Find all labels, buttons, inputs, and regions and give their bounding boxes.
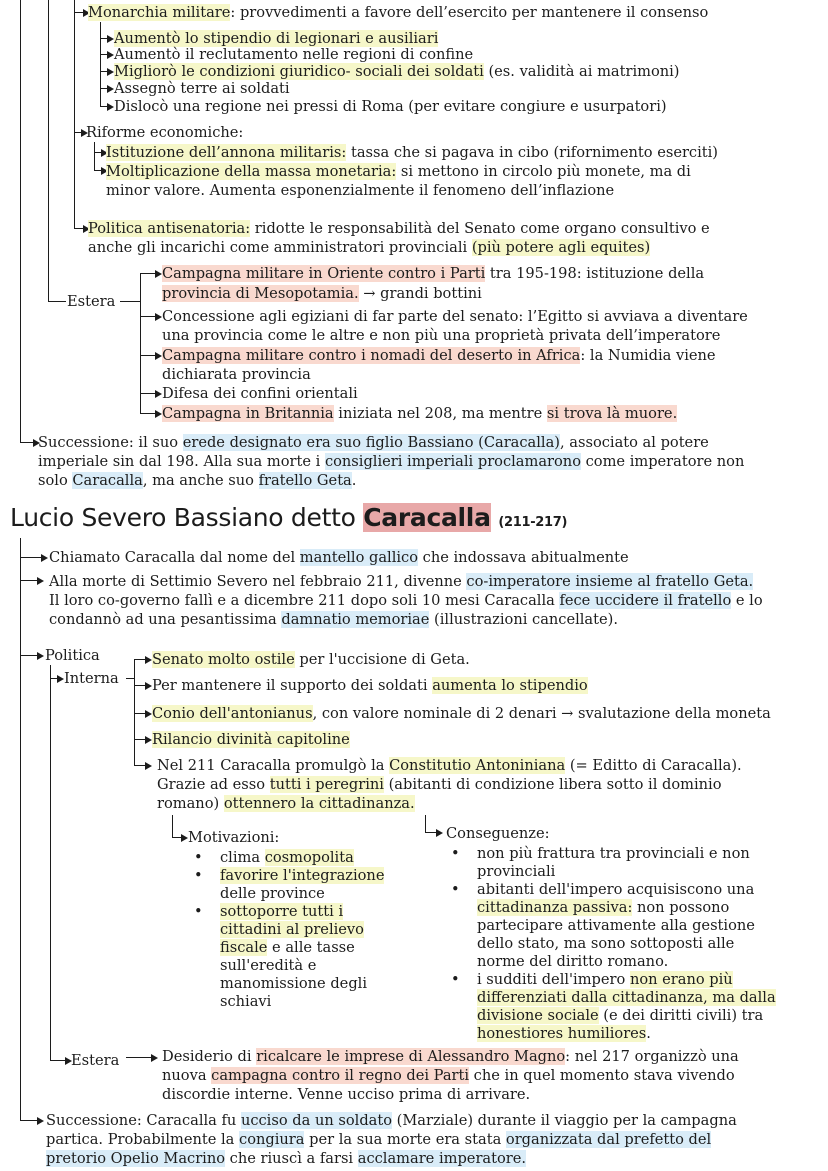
motivazioni-label: Motivazioni: (188, 829, 280, 846)
list-item-cont: Grazie ad esso tutti i peregrini (abitanti di condizione libera sotto il dominio (157, 776, 722, 793)
tree-arrow (100, 38, 108, 39)
tree-line (94, 142, 95, 170)
tree-arrow (100, 71, 108, 72)
tree-connector (120, 301, 140, 302)
tree-arrow (74, 132, 82, 133)
list-item: Conio dell'antonianus, con valore nominale di 2 denari → svalutazione della moneta (152, 705, 771, 722)
estera-label: Estera (67, 293, 116, 310)
list-item: • i sudditi dell'impero non erano più differenziati dalla cittadinanza, ma dalla divisione sociale (e dei diritti civili) tra honestiores humiliores. (449, 971, 827, 1043)
tree-line (172, 815, 173, 837)
tree-arrow (172, 837, 182, 838)
tree-arrow (140, 316, 156, 317)
list-item: • clima cosmopolita (192, 849, 422, 867)
conseguenze-list (449, 845, 827, 1043)
tree-line (134, 659, 135, 765)
list-item: Difesa dei confini orientali (162, 385, 358, 402)
tree-arrow (20, 557, 42, 558)
tree-line (20, 0, 21, 442)
list-item: • favorire l'integrazione delle province (192, 867, 422, 903)
list-item: Desiderio di ricalcare le imprese di Alessandro Magno: nel 217 organizzò una (162, 1048, 739, 1065)
tree-line (74, 0, 75, 228)
tree-line (140, 273, 141, 413)
tree-arrow (134, 765, 146, 766)
list-item: Aumentò il reclutamento nelle regioni di confine (114, 46, 474, 63)
list-item: Campagna militare contro i nomadi del deserto in Africa: la Numidia viene (162, 347, 716, 364)
politica-label: Politica (45, 647, 100, 664)
estera-label: Estera (71, 1052, 120, 1069)
list-item: • abitanti dell'impero acquisiscono una cittadinanza passiva: non possono partecipare attivamente alla gestione dello stato, ma sono sottoposti alle norme del diritto romano. (449, 881, 827, 971)
chiamato-line: Chiamato Caracalla dal nome del mantello gallico che indossava abitualmente (49, 549, 629, 566)
list-item: Aumentò lo stipendio di legionari e ausiliari (114, 30, 439, 47)
tree-arrow (134, 659, 146, 660)
successione-settimio-cont: imperiale sin dal 198. Alla sua morte i consiglieri imperiali proclamarono come imperatore non (38, 453, 745, 470)
list-item: Dislocò una regione nei pressi di Roma (per evitare congiure e usurpatori) (114, 98, 667, 115)
tree-arrow (134, 685, 146, 686)
morte-line-cont: condannò ad una pesantissima damnatio memoriae (illustrazioni cancellate). (49, 611, 618, 628)
successione-caracalla: Successione: Caracalla fu ucciso da un soldato (Marziale) durante il viaggio per la campagna (46, 1112, 737, 1129)
list-item: Senato molto ostile per l'uccisione di Geta. (152, 651, 470, 668)
interna-label: Interna (64, 670, 119, 687)
list-item: Moltiplicazione della massa monetaria: si mettono in circolo più monete, ma di (106, 163, 691, 180)
list-item: Nel 211 Caracalla promulgò la Constitutio Antoniniana (= Editto di Caracalla). (157, 757, 742, 774)
tree-connector (126, 678, 134, 679)
list-item-cont: una provincia come le altre e non più una proprietà privata dell’imperatore (162, 327, 721, 344)
tree-arrow (50, 678, 58, 679)
tree-arrow (20, 442, 34, 443)
list-item: Concessione agli egiziani di far parte del senato: l’Egitto si avviava a diventare (162, 308, 748, 325)
tree-arrow (94, 170, 102, 171)
tree-arrow (140, 413, 156, 414)
list-item: Per mantenere il supporto dei soldati aumenta lo stipendio (152, 677, 588, 694)
tree-arrow (134, 713, 146, 714)
tree-arrow (140, 355, 156, 356)
tree-arrow (134, 739, 146, 740)
list-item: Campagna in Britannia iniziata nel 208, ma mentre si trova là muore. (162, 405, 678, 422)
title-highlight: Caracalla (363, 503, 491, 532)
tree-arrow (100, 54, 108, 55)
page-title: Lucio Severo Bassiano detto Caracalla (211-217) (10, 503, 568, 532)
list-item-cont: discordie interne. Venne ucciso prima di arrivare. (162, 1086, 531, 1103)
tree-line (50, 665, 51, 1060)
tree-line (20, 538, 21, 1120)
list-item: Rilancio divinità capitoline (152, 731, 350, 748)
list-item: • non più frattura tra provinciali e non provinciali (449, 845, 827, 881)
list-item-cont: romano) ottennero la cittadinanza. (157, 795, 415, 812)
tree-arrow (140, 393, 156, 394)
title-dates: (211-217) (498, 515, 568, 530)
morte-line-cont: Il loro co-governo fallì e a dicembre 211 dopo soli 10 mesi Caracalla fece uccidere il fratello e lo (49, 592, 763, 609)
tree-arrow (100, 88, 108, 89)
motivazioni-list (192, 849, 422, 1011)
monarchia-militare-line: Monarchia militare: provvedimenti a favore dell’esercito per mantenere il consenso (88, 4, 709, 21)
successione-caracalla-cont: pretorio Opelio Macrino che riuscì a farsi acclamare imperatore. (46, 1150, 527, 1167)
tree-line (48, 0, 49, 301)
tree-arrow (20, 1120, 38, 1121)
tree-line (100, 22, 101, 106)
tree-arrow (74, 12, 84, 13)
tree-arrow (50, 1060, 66, 1061)
politica-antisenatoria-cont: anche gli incarichi come amministratori provinciali (più potere agli equites) (88, 239, 651, 256)
list-item-cont: minor valore. Aumenta esponenzialmente il fenomeno dell’inflazione (106, 182, 615, 199)
tree-arrow (20, 580, 38, 581)
list-item: Istituzione dell’annona militaris: tassa che si pagava in cibo (rifornimento eserciti) (106, 144, 718, 161)
successione-caracalla-cont: partica. Probabilmente la congiura per la sua morte era stata organizzata dal prefetto del (46, 1131, 712, 1148)
conseguenze-label: Conseguenze: (446, 825, 550, 842)
successione-settimio: Successione: il suo erede designato era suo figlio Bassiano (Caracalla), associato al potere (38, 434, 709, 451)
list-item-cont: provincia di Mesopotamia. → grandi bottini (162, 285, 482, 302)
list-item: Campagna militare in Oriente contro i Parti tra 195-198: istituzione della (162, 265, 705, 282)
list-item: • sottoporre tutti i cittadini al prelievo fiscale e alle tasse sull'eredità e manomissione degli schiavi (192, 903, 422, 1011)
tree-arrow (74, 228, 84, 229)
tree-line (425, 815, 426, 832)
tree-arrow (425, 832, 437, 833)
riforme-economiche-heading: Riforme economiche: (86, 124, 244, 141)
list-item: Migliorò le condizioni giuridico- sociali dei soldati (es. validità ai matrimoni) (114, 63, 680, 80)
tree-arrow (94, 152, 102, 153)
morte-line: Alla morte di Settimio Severo nel febbraio 211, divenne co-imperatore insieme al fratello Geta. (49, 573, 754, 590)
tree-arrow (140, 273, 156, 274)
tree-arrow (20, 655, 38, 656)
tree-connector (48, 301, 66, 302)
list-item: Assegnò terre ai soldati (114, 80, 290, 97)
list-item-cont: nuova campagna contro il regno dei Parti che in quel momento stava vivendo (162, 1067, 735, 1084)
politica-antisenatoria-line: Politica antisenatoria: ridotte le responsabilità del Senato come organo consultivo e (88, 220, 710, 237)
list-item-cont: dichiarata provincia (162, 366, 311, 383)
successione-settimio-cont: solo Caracalla, ma anche suo fratello Geta. (38, 472, 357, 489)
tree-arrow (100, 106, 108, 107)
tree-arrow (126, 1057, 152, 1058)
